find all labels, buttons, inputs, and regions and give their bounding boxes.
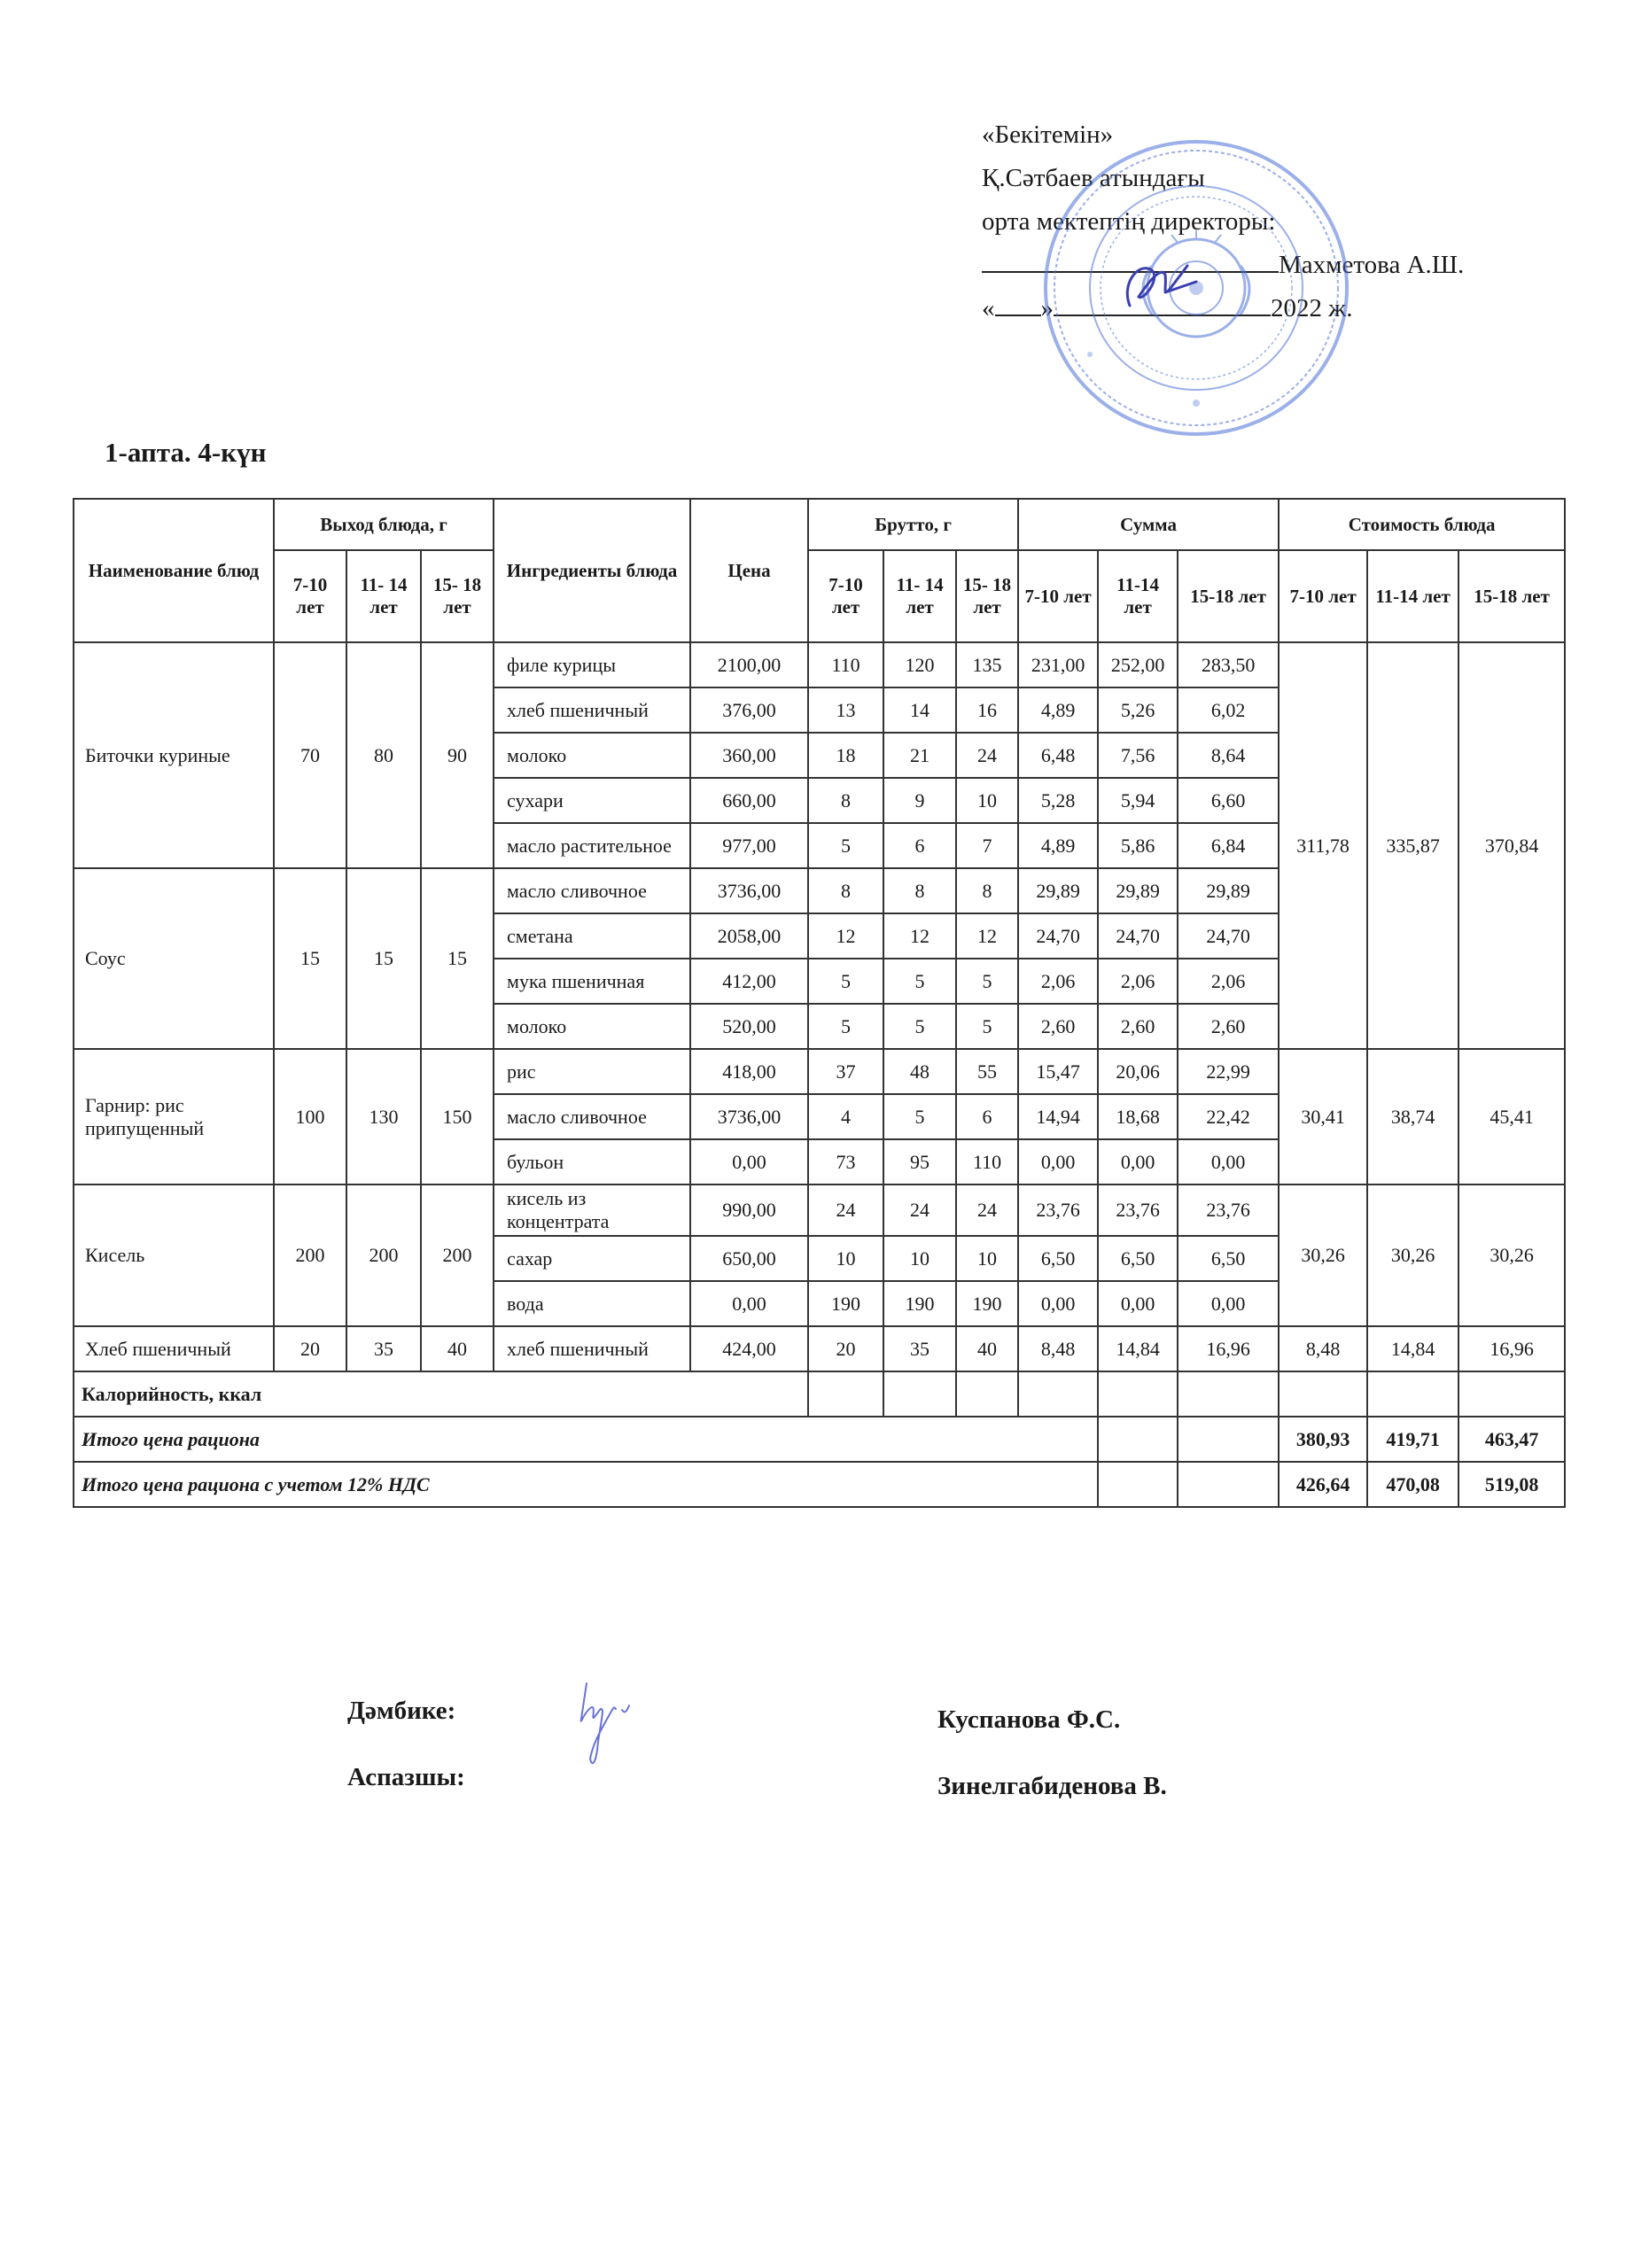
header-brutto-age-15-18: 15- 18 лет [956, 550, 1018, 642]
header-cost-age-15-18: 15-18 лет [1458, 550, 1565, 642]
table-row [74, 1326, 1565, 1371]
header-row-groups [74, 499, 1565, 550]
ingredient-name: масло сливочное [494, 868, 690, 913]
total-7-10: 380,93 [1279, 1417, 1367, 1462]
calories-cell [883, 1371, 956, 1417]
brutto-15-18: 24 [956, 733, 1018, 778]
brutto-15-18: 5 [956, 959, 1018, 1004]
calories-cell [1178, 1371, 1279, 1417]
ingredient-price: 2100,00 [690, 642, 808, 687]
sum-15-18: 24,70 [1178, 913, 1279, 959]
menu-cost-table [73, 498, 1566, 1508]
header-sum-age-7-10: 7-10 лет [1018, 550, 1098, 642]
brutto-15-18: 55 [956, 1049, 1018, 1094]
director-signature-line [982, 250, 1279, 273]
brutto-7-10: 5 [808, 823, 883, 868]
sum-15-18: 283,50 [1178, 642, 1279, 687]
calories-cell [1367, 1371, 1458, 1417]
sum-15-18: 23,76 [1178, 1184, 1279, 1236]
total-vat-7-10: 426,64 [1279, 1462, 1367, 1507]
dish-cost-7-10: 30,26 [1279, 1184, 1367, 1326]
dish-cost-15-18: 45,41 [1458, 1049, 1565, 1184]
header-yield-age-7-10: 7-10 лет [274, 550, 346, 642]
ingredient-price: 412,00 [690, 959, 808, 1004]
ingredient-name: сметана [494, 913, 690, 959]
sum-11-14: 252,00 [1098, 642, 1178, 687]
ingredient-name: рис [494, 1049, 690, 1094]
sum-15-18: 0,00 [1178, 1281, 1279, 1326]
ingredient-name: мука пшеничная [494, 959, 690, 1004]
brutto-7-10: 10 [808, 1236, 883, 1281]
sum-7-10: 23,76 [1018, 1184, 1098, 1236]
approval-date-line [982, 287, 1464, 330]
calories-cell [1279, 1371, 1367, 1417]
sum-7-10: 24,70 [1018, 913, 1098, 959]
sum-7-10: 4,89 [1018, 687, 1098, 733]
dish-yield-11-14: 200 [346, 1184, 421, 1326]
ingredient-price: 376,00 [690, 687, 808, 733]
sum-11-14: 5,94 [1098, 778, 1178, 823]
header-brutto-age-7-10: 7-10 лет [808, 550, 883, 642]
date-close-quote: » [1040, 294, 1054, 322]
director-name: Махметова А.Ш. [1279, 251, 1465, 279]
brutto-11-14: 120 [883, 642, 956, 687]
sum-11-14: 5,86 [1098, 823, 1178, 868]
dish-yield-7-10: 100 [274, 1049, 346, 1184]
dish-yield-7-10: 200 [274, 1184, 346, 1326]
dish-name: Биточки куриные [74, 642, 274, 868]
brutto-7-10: 37 [808, 1049, 883, 1094]
cook-label: Аспазшы: [347, 1763, 465, 1791]
dish-yield-11-14: 15 [346, 868, 421, 1049]
brutto-7-10: 73 [808, 1139, 883, 1184]
ingredient-price: 0,00 [690, 1281, 808, 1326]
header-price: Цена [690, 499, 808, 642]
sum-15-18: 29,89 [1178, 868, 1279, 913]
brutto-7-10: 110 [808, 642, 883, 687]
sum-11-14: 29,89 [1098, 868, 1178, 913]
brutto-15-18: 5 [956, 1004, 1018, 1049]
calories-row [74, 1371, 1565, 1417]
brutto-7-10: 20 [808, 1326, 883, 1371]
dish-yield-11-14: 80 [346, 642, 421, 868]
dish-name: Хлеб пшеничный [74, 1326, 274, 1371]
sum-11-14: 2,60 [1098, 1004, 1178, 1049]
header-yield-age-11-14: 11- 14 лет [346, 550, 421, 642]
calories-cell [1098, 1371, 1178, 1417]
brutto-15-18: 7 [956, 823, 1018, 868]
date-year: 2022 ж. [1271, 294, 1353, 322]
brutto-7-10: 12 [808, 913, 883, 959]
header-row-ages [74, 550, 1565, 642]
table-row [74, 1049, 1565, 1094]
ingredient-price: 650,00 [690, 1236, 808, 1281]
header-sum-age-11-14: 11-14 лет [1098, 550, 1178, 642]
dish-yield-11-14: 35 [346, 1326, 421, 1371]
brutto-15-18: 190 [956, 1281, 1018, 1326]
dish-cost-7-10: 8,48 [1279, 1326, 1367, 1371]
sum-15-18: 2,06 [1178, 959, 1279, 1004]
sum-7-10: 14,94 [1018, 1094, 1098, 1139]
brutto-11-14: 5 [883, 1094, 956, 1139]
sum-11-14: 23,76 [1098, 1184, 1178, 1236]
calories-cell [956, 1371, 1018, 1417]
brutto-11-14: 6 [883, 823, 956, 868]
brutto-7-10: 8 [808, 778, 883, 823]
ingredient-price: 418,00 [690, 1049, 808, 1094]
brutto-11-14: 5 [883, 959, 956, 1004]
brutto-11-14: 12 [883, 913, 956, 959]
brutto-11-14: 190 [883, 1281, 956, 1326]
brutto-15-18: 8 [956, 868, 1018, 913]
sum-15-18: 22,99 [1178, 1049, 1279, 1094]
sum-7-10: 2,60 [1018, 1004, 1098, 1049]
dish-yield-7-10: 15 [274, 868, 346, 1049]
dietitian-label: Дәмбике: [347, 1697, 456, 1725]
ingredient-price: 990,00 [690, 1184, 808, 1236]
sum-7-10: 4,89 [1018, 823, 1098, 868]
brutto-7-10: 190 [808, 1281, 883, 1326]
sum-7-10: 29,89 [1018, 868, 1098, 913]
sum-15-18: 6,60 [1178, 778, 1279, 823]
sum-11-14: 7,56 [1098, 733, 1178, 778]
brutto-7-10: 24 [808, 1184, 883, 1236]
ingredient-name: сухари [494, 778, 690, 823]
brutto-11-14: 48 [883, 1049, 956, 1094]
ingredient-name: хлеб пшеничный [494, 1326, 690, 1371]
sum-11-14: 24,70 [1098, 913, 1178, 959]
dish-cost-11-14: 335,87 [1367, 642, 1458, 1049]
ingredient-price: 520,00 [690, 1004, 808, 1049]
brutto-11-14: 95 [883, 1139, 956, 1184]
dish-cost-11-14: 38,74 [1367, 1049, 1458, 1184]
ingredient-name: филе курицы [494, 642, 690, 687]
brutto-15-18: 110 [956, 1139, 1018, 1184]
brutto-15-18: 24 [956, 1184, 1018, 1236]
sum-15-18: 16,96 [1178, 1326, 1279, 1371]
dish-cost-7-10: 311,78 [1279, 642, 1367, 1049]
sum-11-14: 5,26 [1098, 687, 1178, 733]
ingredient-name: сахар [494, 1236, 690, 1281]
ingredient-price: 977,00 [690, 823, 808, 868]
sum-11-14: 0,00 [1098, 1281, 1178, 1326]
sum-15-18: 2,60 [1178, 1004, 1279, 1049]
ingredient-name: масло растительное [494, 823, 690, 868]
dietitian-signature-icon [567, 1679, 656, 1776]
brutto-7-10: 5 [808, 959, 883, 1004]
header-cost-age-11-14: 11-14 лет [1367, 550, 1458, 642]
brutto-15-18: 10 [956, 778, 1018, 823]
total-empty-cell [1098, 1417, 1178, 1462]
brutto-15-18: 6 [956, 1094, 1018, 1139]
dish-cost-15-18: 30,26 [1458, 1184, 1565, 1326]
sum-7-10: 5,28 [1018, 778, 1098, 823]
dish-name: Гарнир: рис припущенный [74, 1049, 274, 1184]
dish-yield-15-18: 90 [421, 642, 494, 868]
total-11-14: 419,71 [1367, 1417, 1458, 1462]
dish-cost-11-14: 30,26 [1367, 1184, 1458, 1326]
brutto-7-10: 18 [808, 733, 883, 778]
total-vat-label: Итого цена рациона с учетом 12% НДС [74, 1462, 1098, 1507]
sum-15-18: 8,64 [1178, 733, 1279, 778]
dish-yield-15-18: 15 [421, 868, 494, 1049]
ingredient-name: бульон [494, 1139, 690, 1184]
calories-label: Калорийность, ккал [74, 1371, 808, 1417]
sum-11-14: 6,50 [1098, 1236, 1178, 1281]
dietitian-name: Куспанова Ф.С. [937, 1705, 1121, 1734]
ingredient-price: 3736,00 [690, 1094, 808, 1139]
sum-15-18: 6,02 [1178, 687, 1279, 733]
sum-11-14: 18,68 [1098, 1094, 1178, 1139]
brutto-11-14: 5 [883, 1004, 956, 1049]
ingredient-price: 660,00 [690, 778, 808, 823]
total-vat-row [74, 1462, 1565, 1507]
total-vat-empty-cell [1098, 1462, 1178, 1507]
sum-15-18: 22,42 [1178, 1094, 1279, 1139]
dish-yield-7-10: 20 [274, 1326, 346, 1371]
dish-cost-11-14: 14,84 [1367, 1326, 1458, 1371]
header-brutto-age-11-14: 11- 14 лет [883, 550, 956, 642]
approval-block [982, 113, 1464, 330]
table-row [74, 1184, 1565, 1236]
ingredient-name: масло сливочное [494, 1094, 690, 1139]
brutto-11-14: 24 [883, 1184, 956, 1236]
brutto-15-18: 16 [956, 687, 1018, 733]
dish-yield-11-14: 130 [346, 1049, 421, 1184]
dish-cost-7-10: 30,41 [1279, 1049, 1367, 1184]
dish-name: Соус [74, 868, 274, 1049]
brutto-7-10: 8 [808, 868, 883, 913]
ingredient-price: 360,00 [690, 733, 808, 778]
dish-yield-15-18: 150 [421, 1049, 494, 1184]
sum-7-10: 8,48 [1018, 1326, 1098, 1371]
approval-director-line [982, 244, 1464, 287]
total-vat-empty-cell [1178, 1462, 1279, 1507]
dish-cost-15-18: 370,84 [1458, 642, 1565, 1049]
header-yield-age-15-18: 15- 18 лет [421, 550, 494, 642]
dish-yield-15-18: 200 [421, 1184, 494, 1326]
total-15-18: 463,47 [1458, 1417, 1565, 1462]
sum-7-10: 2,06 [1018, 959, 1098, 1004]
sum-15-18: 6,50 [1178, 1236, 1279, 1281]
header-yield-group: Выход блюда, г [274, 499, 494, 550]
total-vat-15-18: 519,08 [1458, 1462, 1565, 1507]
sum-11-14: 14,84 [1098, 1326, 1178, 1371]
total-vat-11-14: 470,08 [1367, 1462, 1458, 1507]
header-sum-group: Сумма [1018, 499, 1279, 550]
brutto-15-18: 10 [956, 1236, 1018, 1281]
total-label: Итого цена рациона [74, 1417, 1098, 1462]
brutto-11-14: 8 [883, 868, 956, 913]
dish-yield-7-10: 70 [274, 642, 346, 868]
ingredient-price: 0,00 [690, 1139, 808, 1184]
header-dish-name: Наименование блюд [74, 499, 274, 642]
cook-name: Зинелгабиденова В. [937, 1772, 1167, 1800]
sum-7-10: 231,00 [1018, 642, 1098, 687]
sum-7-10: 6,50 [1018, 1236, 1098, 1281]
brutto-15-18: 40 [956, 1326, 1018, 1371]
dish-yield-15-18: 40 [421, 1326, 494, 1371]
table-row [74, 642, 1565, 687]
ingredient-name: хлеб пшеничный [494, 687, 690, 733]
sum-15-18: 6,84 [1178, 823, 1279, 868]
brutto-7-10: 4 [808, 1094, 883, 1139]
sum-7-10: 0,00 [1018, 1281, 1098, 1326]
header-sum-age-15-18: 15-18 лет [1178, 550, 1279, 642]
brutto-11-14: 35 [883, 1326, 956, 1371]
week-day-title: 1-апта. 4-күн [105, 437, 267, 468]
header-cost-age-7-10: 7-10 лет [1279, 550, 1367, 642]
ingredient-name: вода [494, 1281, 690, 1326]
total-empty-cell [1178, 1417, 1279, 1462]
date-open-quote: « [982, 294, 995, 322]
total-row [74, 1417, 1565, 1462]
brutto-11-14: 21 [883, 733, 956, 778]
sum-15-18: 0,00 [1178, 1139, 1279, 1184]
brutto-11-14: 10 [883, 1236, 956, 1281]
brutto-7-10: 5 [808, 1004, 883, 1049]
ingredient-price: 424,00 [690, 1326, 808, 1371]
ingredient-name: кисель из концентрата [494, 1184, 690, 1236]
header-cost-group: Стоимость блюда [1279, 499, 1565, 550]
approval-heading: «Бекітемін» [982, 120, 1114, 149]
date-month-blank [1054, 293, 1271, 316]
calories-cell [1018, 1371, 1098, 1417]
ingredient-name: молоко [494, 733, 690, 778]
sum-7-10: 0,00 [1018, 1139, 1098, 1184]
approval-school: Қ.Сәтбаев атындағы [982, 164, 1205, 192]
sum-11-14: 2,06 [1098, 959, 1178, 1004]
sum-7-10: 6,48 [1018, 733, 1098, 778]
dish-cost-15-18: 16,96 [1458, 1326, 1565, 1371]
calories-cell [808, 1371, 883, 1417]
header-brutto-group: Брутто, г [808, 499, 1018, 550]
brutto-11-14: 9 [883, 778, 956, 823]
brutto-15-18: 135 [956, 642, 1018, 687]
ingredient-price: 2058,00 [690, 913, 808, 959]
header-ingredients: Ингредиенты блюда [494, 499, 690, 642]
date-day-blank [995, 293, 1041, 316]
sum-7-10: 15,47 [1018, 1049, 1098, 1094]
calories-cell [1458, 1371, 1565, 1417]
ingredient-price: 3736,00 [690, 868, 808, 913]
approval-role: орта мектептің директоры: [982, 207, 1276, 236]
sum-11-14: 20,06 [1098, 1049, 1178, 1094]
brutto-11-14: 14 [883, 687, 956, 733]
dish-name: Кисель [74, 1184, 274, 1326]
ingredient-name: молоко [494, 1004, 690, 1049]
brutto-15-18: 12 [956, 913, 1018, 959]
sum-11-14: 0,00 [1098, 1139, 1178, 1184]
brutto-7-10: 13 [808, 687, 883, 733]
